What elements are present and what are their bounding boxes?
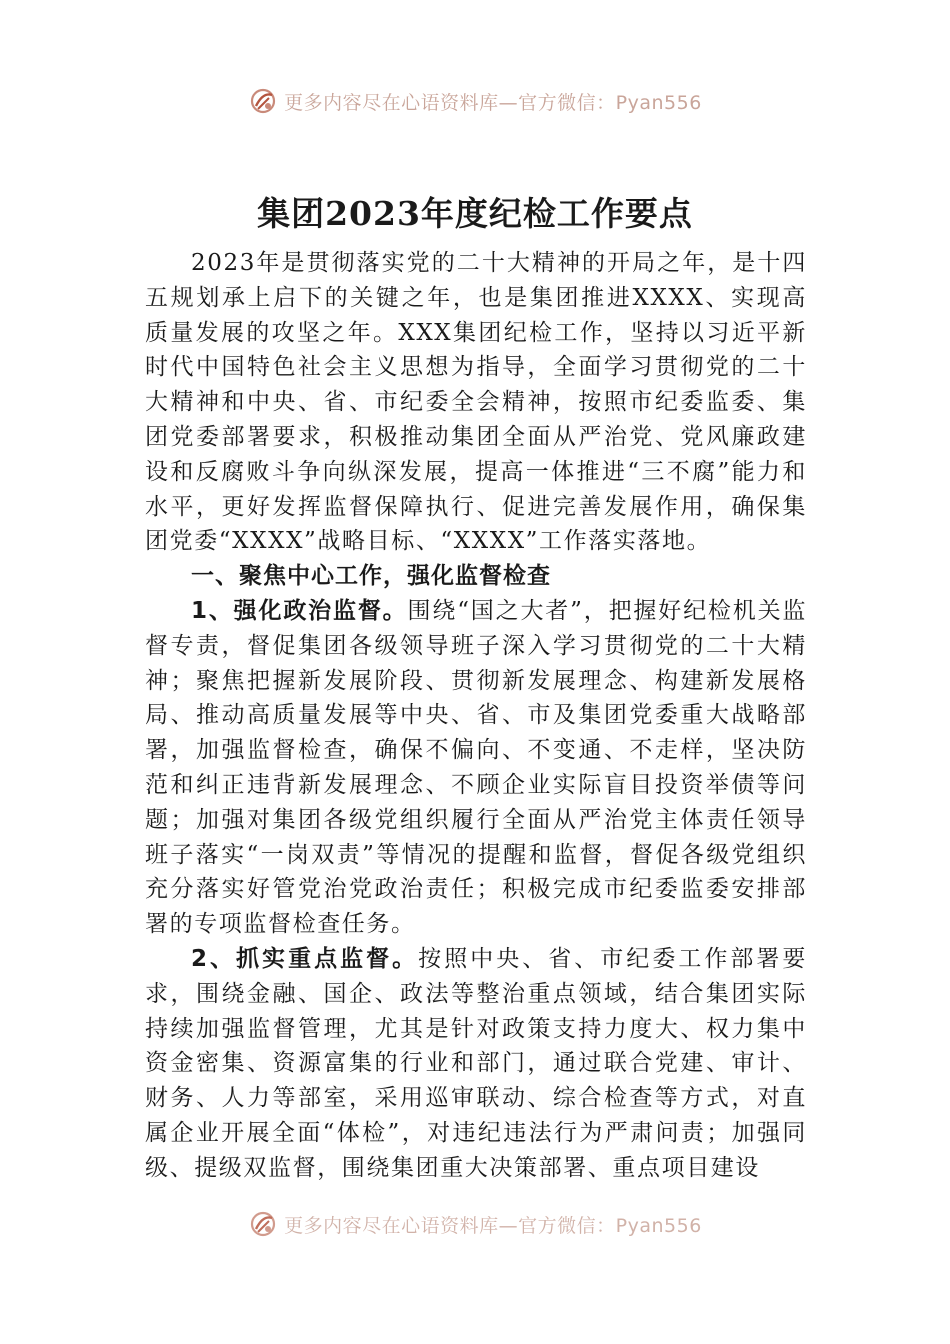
watermark-text: 更多内容尽在心语资料库—官方微信：Pyan556 xyxy=(284,1214,702,1237)
intro-paragraph: 2023年是贯彻落实党的二十大精神的开局之年，是十四五规划承上启下的关键之年，也是集团推进XXXX、实现高质量发展的攻坚之年。XXX集团纪检工作，坚持以习近平新时代中国特色社会主义思想为指导，全面学习贯彻党的二十大精神和中央、省、市纪委全会精神，按照市纪委监委、集团党委部署要求，积极推动集团全面从严治党、党风廉政建设和反腐败斗争向纵深发展，提高一体推进“三不腐”能力和水平，更好发挥监督保障执行、促进完善发展作用，确保集团党委“XXXX”战略目标、“XXXX”工作落实落地。 xyxy=(145,250,807,555)
document-body xyxy=(145,246,807,1186)
item-paragraph-1 xyxy=(145,594,807,942)
watermark-header xyxy=(0,86,950,116)
logo-icon xyxy=(248,86,278,116)
item-lead: 1、强化政治监督。 xyxy=(191,597,408,624)
logo-icon xyxy=(248,1209,278,1239)
item-body: 围绕“国之大者”，把握好纪检机关监督专责，督促集团各级领导班子深入学习贯彻党的二十大精神；聚焦把握新发展阶段、贯彻新发展理念、构建新发展格局、推动高质量发展等中央、省、市及集团党委重大战略部署，加强监督检查，确保不偏向、不变通、不走样，坚决防范和纠正违背新发展理念、不顾企业实际盲目投资举债等问题；加强对集团各级党组织履行全面从严治党主体责任领导班子落实“一岗双责”等情况的提醒和监督，督促各级党组织充分落实好管党治党政治责任；积极完成市纪委监委安排部署的专项监督检查任务。 xyxy=(145,597,808,938)
watermark-footer xyxy=(0,1209,950,1239)
watermark-text: 更多内容尽在心语资料库—官方微信：Pyan556 xyxy=(284,91,702,114)
item-body: 按照中央、省、市纪委工作部署要求，围绕金融、国企、政法等整治重点领域，结合集团实际持续加强监督管理，尤其是针对政策支持力度大、权力集中资金密集、资源富集的行业和部门，通过联合党建、审计、财务、人力等部室，采用巡审联动、综合检查等方式，对直属企业开展全面“体检”，对违纪违法行为严肃问责；加强同级、提级双监督，围绕集团重大决策部署、重点项目建设 xyxy=(145,945,808,1181)
document-title: 集团2023年度纪检工作要点 xyxy=(257,194,693,233)
item-lead: 2、抓实重点监督。 xyxy=(191,945,419,972)
section-heading: 一、聚焦中心工作，强化监督检查 xyxy=(191,563,551,590)
item-paragraph-2 xyxy=(145,942,807,1186)
